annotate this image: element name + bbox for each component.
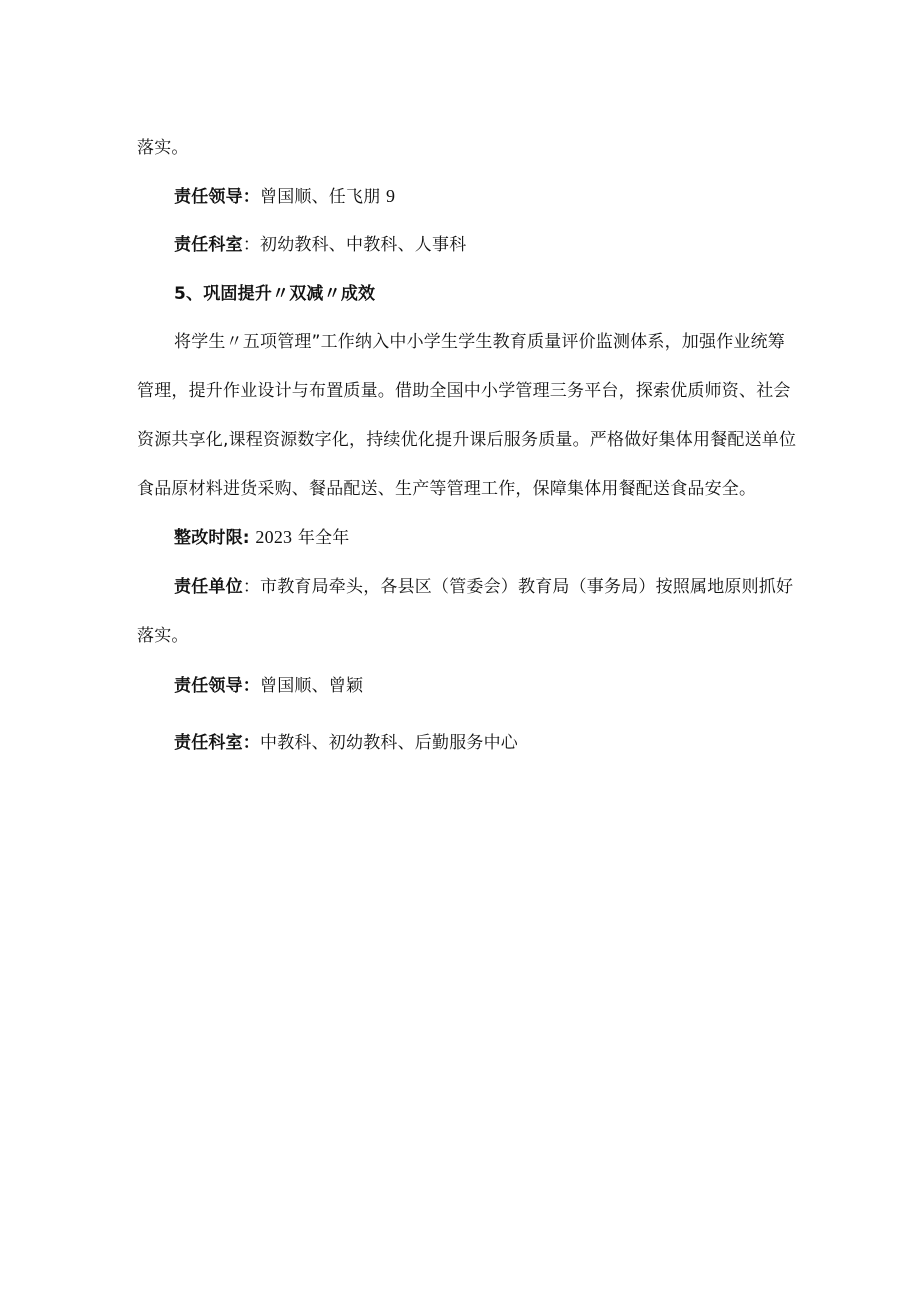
item5-unit-label: 责任单位: [174, 577, 243, 597]
item5-para-line-3: 资源共享化,课程资源数字化，持续优化提升课后服务质量。严格做好集体用餐配送单位: [137, 430, 797, 450]
item5-deadline-line: [174, 525, 834, 550]
intro-tail-text: 落实。: [137, 138, 189, 158]
item5-leader-value: 曾国顺、曾颖: [260, 676, 364, 696]
item4-office-value: ：初幼教科、中教科、人事科: [242, 235, 467, 255]
item4-leader-line: [174, 184, 834, 209]
item4-leader-footnote: 9: [386, 186, 396, 206]
item4-office-line: [174, 233, 834, 257]
item5-para-line-1: 将学生〃五项管理”工作纳入中小学生学生教育质量评价监测体系，加强作业统筹: [174, 332, 786, 352]
item5-heading: 5、巩固提升〃双减〃成效: [174, 284, 376, 304]
item5-unit-line-1: [174, 575, 834, 599]
item5-leader-line: [174, 674, 834, 698]
item5-leader-label: 责任领导：: [174, 676, 260, 696]
item5-para-line-4: 食品原材料进货采购、餐品配送、生产等管理工作，保障集体用餐配送食品安全。: [137, 479, 757, 499]
item4-office-label: 责任科室: [174, 235, 243, 255]
item5-unit-value-line1: ：市教育局牵头，各县区（管委会）教育局（事务局）按照属地原则抓好: [242, 577, 794, 597]
item5-para-line-2: 管理，提升作业设计与布置质量。借助全国中小学管理三务平台，探索优质师资、社会: [137, 381, 791, 401]
item4-leader-label: 责任领导：: [174, 187, 260, 207]
item5-unit-line-2: 落实。: [137, 626, 189, 646]
item5-office-label: 责任科室：: [174, 733, 260, 753]
item4-leader-value: 曾国顺、任飞朋: [260, 187, 381, 207]
item5-office-value: 中教科、初幼教科、后勤服务中心: [260, 733, 518, 753]
item5-deadline-label: 整改时限:: [174, 528, 250, 548]
item5-office-line: [174, 731, 834, 755]
item5-deadline-suffix: 年全年: [297, 528, 350, 548]
item5-deadline-year: 2023: [255, 527, 293, 547]
